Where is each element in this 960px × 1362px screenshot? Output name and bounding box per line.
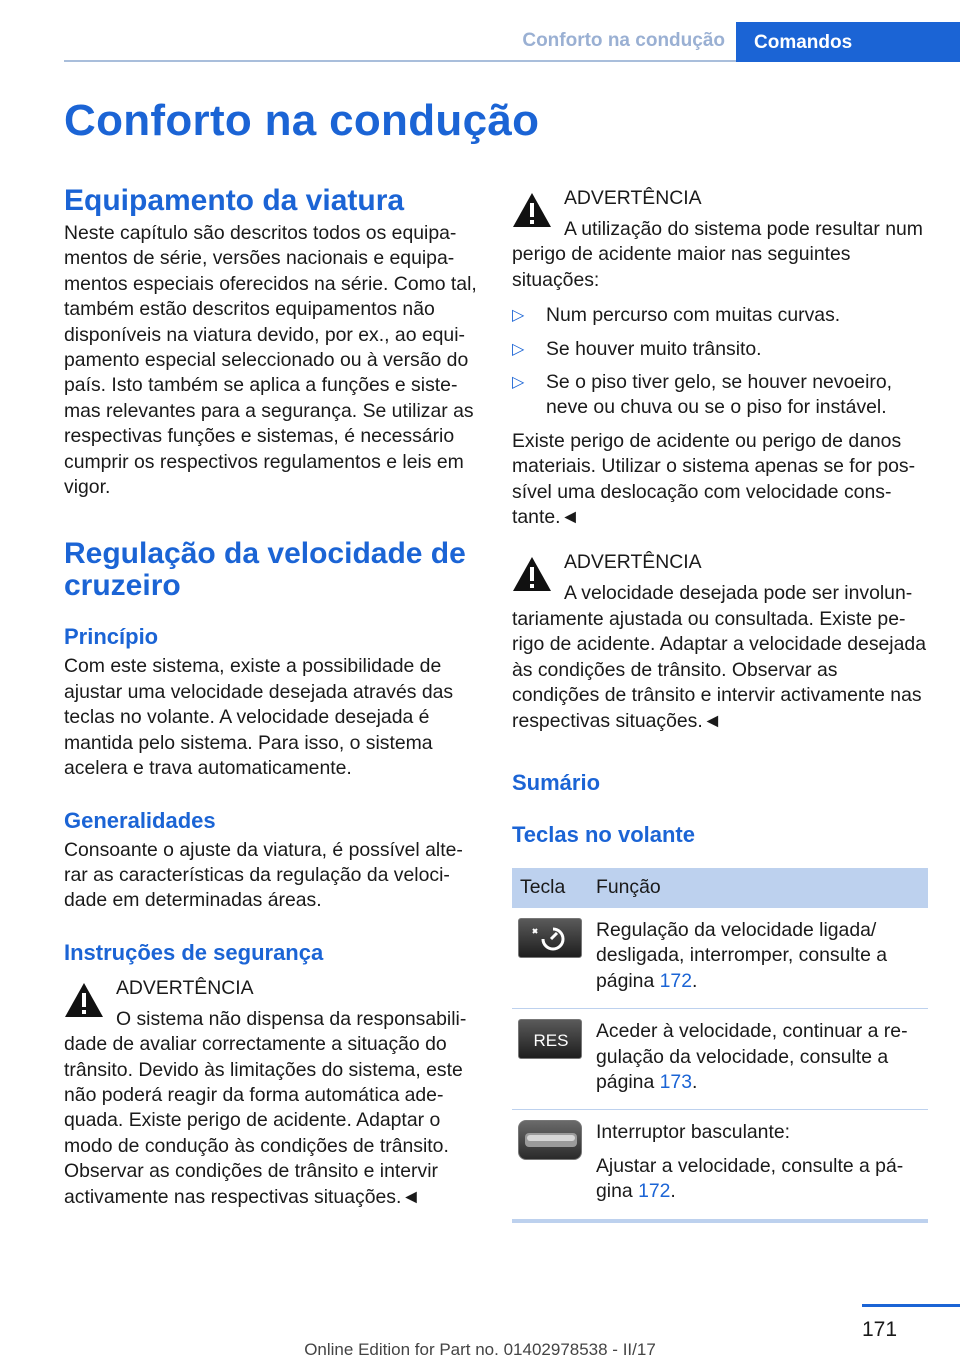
function-cell: Aceder à velocidade, continuar a regulação da velocidade, consulte a página 173. — [588, 1009, 928, 1110]
generalidades-heading: Generalidades — [64, 807, 216, 833]
warning-triangle-icon — [64, 982, 104, 1018]
warning-text: O sistema não dispensa da responsabilidade de avaliar correctamente a situação do trânsito. Devido às limitações do sistema, este não poderá reagir da forma automática adequada. Existe perigo de acidente. Adaptar o modo de condução às condições de trânsito. Observar as condições de trânsito e intervir activamente nas respectivas situações.◄ — [64, 1007, 467, 1208]
header-chapter-tab: Comandos — [736, 22, 960, 62]
triangle-bullet-icon: ▷ — [512, 340, 525, 358]
key-cell — [512, 1110, 588, 1221]
cruise-control-onoff-key-icon — [518, 918, 582, 958]
list-item: ▷ Se houver muito trânsito. — [512, 337, 928, 362]
regulacao-heading: Regulação da velocidade de cruzeiro — [64, 537, 466, 603]
principio-text: Com este sistema, existe a possibilidade de ajustar uma velocidade desejada através das teclas no volante. A velocidade desejada é mantida pelo sistema. Para isso, o sistema acelera e trava automaticamente. — [64, 655, 454, 780]
rocker-switch-icon — [518, 1120, 582, 1160]
warning-title: ADVERTÊNCIA — [116, 976, 254, 999]
page-link[interactable]: 172 — [659, 969, 692, 992]
seguranca-heading: Instruções de segurança — [64, 939, 324, 965]
footer-rule — [862, 1304, 960, 1307]
warning-text: A velocidade desejada pode ser involuntariamente ajustada ou consultada. Existe perigo de acidente. Adaptar a velocidade desejada às condições de trânsito. Observar as condições de trânsito e intervir activamente nas respectivas situações.◄ — [512, 582, 926, 732]
equipamento-text: Neste capítulo são descritos todos os equipamentos de série, versões nacionais e equipamentos especiais oferecidos na série. Como tal, também estão descritos equipamentos não disponíveis na viatura devido, por ex., ao equipamento especial seleccionado ou à versão do país. Isto também se aplica a funções e sistemas relevantes para a segurança. Se utilizar as respectivas funções e sistemas, é necessário cumprir os respectivos regulamentos e leis em vigor. — [64, 222, 477, 499]
teclas-heading: Teclas no volante — [512, 821, 695, 847]
warning-triangle-icon — [512, 192, 552, 228]
function-cell — [588, 1110, 928, 1221]
key-cell — [512, 1009, 588, 1110]
warning-block-2 — [512, 550, 928, 733]
header-rule — [64, 60, 736, 62]
equipamento-heading: Equipamento da viatura — [64, 184, 405, 217]
page-title: Conforto na condução — [64, 96, 540, 145]
warning-triangle-icon — [512, 556, 552, 592]
triangle-bullet-icon: ▷ — [512, 307, 525, 325]
table-header-row — [512, 868, 928, 908]
triangle-bullet-icon: ▷ — [512, 374, 525, 392]
list-item: ▷ Num percurso com muitas curvas. — [512, 303, 928, 328]
function-cell: Regulação da velocidade ligada/ desligada, interromper, consulte a página 172. — [588, 908, 928, 1009]
sumario-heading: Sumário — [512, 769, 601, 795]
footer-edition-text: Online Edition for Part no. 01402978538 - II/17 — [304, 1340, 656, 1359]
page-number: 171 — [862, 1318, 898, 1341]
warning-title: ADVERTÊNCIA — [564, 187, 702, 209]
table-row — [512, 908, 928, 1009]
res-key-icon — [518, 1019, 582, 1059]
header-section-label: Conforto na condução — [522, 30, 725, 51]
function-subtext: Ajustar a velocidade, consulte a página 172. — [596, 1154, 904, 1203]
warning-bullet-list — [512, 303, 928, 421]
page-link[interactable]: 172 — [638, 1180, 671, 1203]
keys-table — [512, 868, 928, 1223]
table-header-tecla: Tecla — [512, 868, 588, 908]
right-column — [512, 184, 928, 1223]
principio-heading: Princípio — [64, 624, 159, 650]
svg-text:RES: RES — [533, 1031, 569, 1051]
table-row — [512, 1110, 928, 1221]
list-item: ▷ Se o piso tiver gelo, se houver nevoeiro, neve ou chuva ou se o piso for instável. — [512, 371, 893, 419]
warning-text: A utilização do sistema pode resultar num perigo de acidente maior nas seguintes situações: — [512, 218, 923, 291]
seguranca-warning — [64, 976, 480, 1210]
key-cell — [512, 908, 588, 1009]
page-link[interactable]: 173 — [659, 1070, 692, 1093]
warning-after-text: Existe perigo de acidente ou perigo de danos materiais. Utilizar o sistema apenas se for possível uma deslocação com velocidade constante.◄ — [512, 429, 916, 529]
generalidades-text: Consoante o ajuste da viatura, é possível alterar as características da regulação da velocidade em determinadas áreas. — [64, 838, 463, 912]
warning-title: ADVERTÊNCIA — [564, 551, 702, 574]
warning-block-1 — [512, 186, 928, 293]
function-text: Interruptor basculante: — [596, 1121, 791, 1144]
left-column — [64, 184, 480, 1210]
table-header-funcao: Função — [588, 868, 928, 908]
table-row — [512, 1009, 928, 1110]
